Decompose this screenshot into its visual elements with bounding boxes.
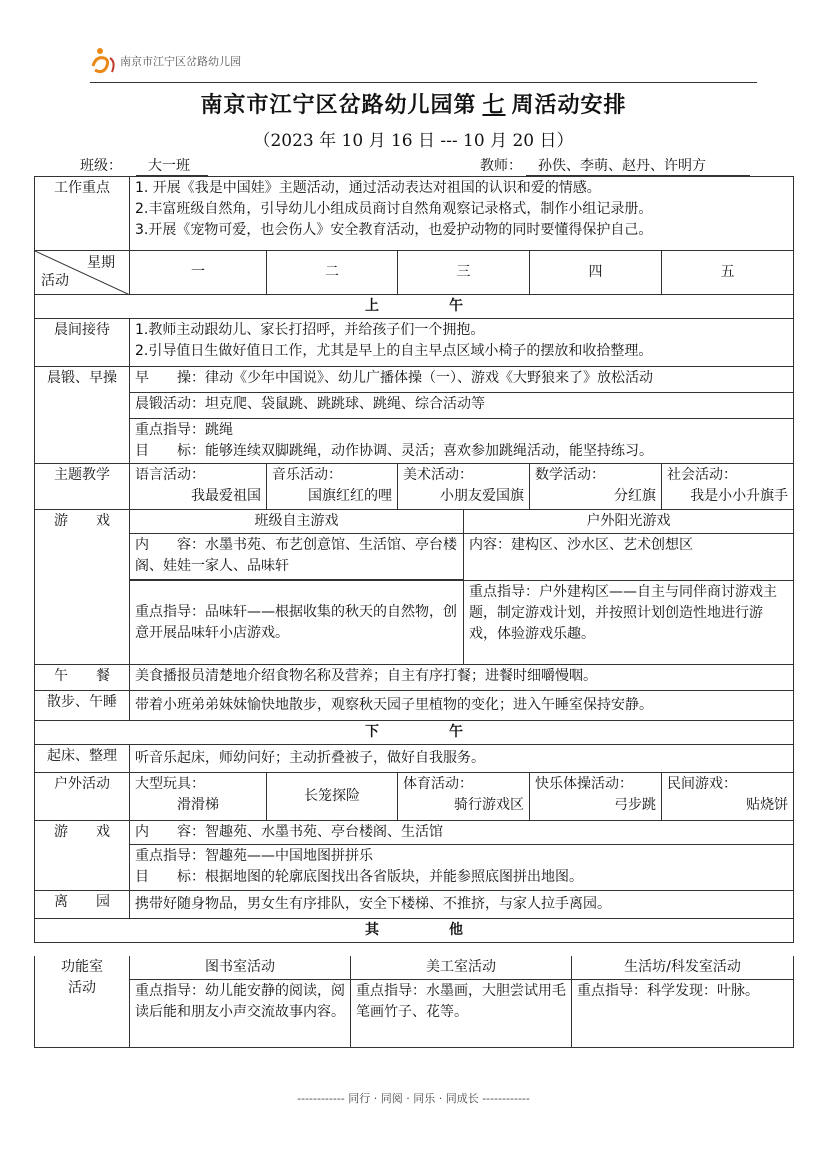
wakeup-label: 起床、整理 bbox=[35, 745, 130, 773]
title-prefix: 南京市江宁区岔路幼儿园第 bbox=[200, 92, 477, 118]
other-section-header: 其 他 bbox=[35, 919, 794, 943]
day-thu: 四 bbox=[530, 251, 662, 295]
library-content: 重点指导：幼儿能安静的阅读，阅读后能和朋友小声交流故事内容。 bbox=[130, 980, 351, 1048]
title-suffix: 周活动安排 bbox=[511, 92, 627, 118]
theme-type: 美术活动： bbox=[403, 467, 473, 483]
outdoor-type: 民间游戏： bbox=[667, 776, 737, 792]
pm-section-header: 下 午 bbox=[35, 721, 794, 745]
theme-type: 数学活动： bbox=[535, 467, 605, 483]
theme-label: 主题教学 bbox=[35, 464, 130, 510]
theme-name: 分红旗 bbox=[614, 488, 656, 504]
greeting-label: 晨间接待 bbox=[35, 319, 130, 367]
focus-label: 工作重点 bbox=[35, 177, 130, 251]
pm-games-content: 内 容：智趣苑、水墨书苑、亭台楼阁、生活馆 bbox=[130, 821, 794, 845]
focus-content bbox=[130, 177, 794, 251]
theme-type: 社会活动： bbox=[667, 467, 737, 483]
focus-item: 1. 开展《我是中国娃》主题活动，通过活动表达对祖国的认识和爱的情感。 bbox=[135, 180, 601, 196]
weekday-label: 星期 bbox=[87, 255, 115, 271]
page-title bbox=[0, 88, 827, 119]
greeting-row bbox=[35, 319, 794, 367]
outdoor-game-content: 内容：建构区、沙水区、艺术创想区 bbox=[464, 534, 794, 581]
greeting-content bbox=[130, 319, 794, 367]
theme-name: 国旗红红的哩 bbox=[308, 488, 392, 504]
outdoor-game-title: 户外阳光游戏 bbox=[464, 510, 794, 534]
exercise-focus bbox=[130, 419, 794, 464]
theme-type: 音乐活动： bbox=[272, 467, 342, 483]
pm-games-focus bbox=[130, 845, 794, 891]
weekday-row bbox=[35, 251, 794, 295]
outdoor-name: 骑行游戏区 bbox=[454, 797, 524, 813]
activity-label: 活动 bbox=[41, 273, 69, 289]
outdoor-label: 户外活动 bbox=[35, 773, 130, 821]
greeting-item: 2.引导值日生做好值日工作，尤其是早上的自主早点区域小椅子的摆放和收拾整理。 bbox=[135, 343, 653, 359]
schedule-table bbox=[34, 176, 794, 943]
outdoor-cell-thu bbox=[530, 773, 662, 821]
title-week: 七 bbox=[482, 92, 506, 118]
greeting-item: 1.教师主动跟幼儿、家长打招呼，并给孩子们一个拥抱。 bbox=[135, 322, 485, 338]
theme-cell-wed bbox=[398, 464, 530, 510]
page-footer: ------------ 同行 · 同阅 · 同乐 · 同成长 ------------ bbox=[297, 1092, 530, 1105]
outdoor-type: 大型玩具： bbox=[135, 776, 205, 792]
outdoor-cell-tue bbox=[267, 773, 398, 821]
outdoor-name: 贴烧饼 bbox=[746, 797, 789, 813]
outdoor-type: 快乐体操活动： bbox=[535, 776, 633, 792]
teacher-label: 教师： bbox=[480, 158, 522, 174]
leave-content: 携带好随身物品，男女生有序排队，安全下楼梯、不推挤，与家人拉手离园。 bbox=[130, 891, 794, 919]
function-room-label-line2: 活动 bbox=[68, 980, 96, 996]
wakeup-content: 听音乐起床，师幼问好；主动折叠被子，做好自我服务。 bbox=[130, 745, 794, 773]
theme-cell-thu bbox=[530, 464, 662, 510]
class-game-title: 班级自主游戏 bbox=[130, 510, 464, 534]
day-wed: 三 bbox=[398, 251, 530, 295]
function-room-label-line1: 功能室 bbox=[61, 959, 103, 975]
exercise-label: 晨锻、早操 bbox=[35, 367, 130, 464]
outdoor-row bbox=[35, 773, 794, 821]
logo-text: 南京市江宁区岔路幼儿园 bbox=[120, 55, 241, 68]
focus-item: 3.开展《宠物可爱，也会伤人》安全教育活动，也爱护动物的同时要懂得保护自己。 bbox=[135, 222, 653, 238]
day-fri: 五 bbox=[662, 251, 794, 295]
am-games-label: 游 戏 bbox=[35, 510, 130, 665]
outdoor-name: 长笼探险 bbox=[304, 788, 360, 804]
teacher-value: 孙佚、李萌、赵丹、许明方 bbox=[526, 155, 750, 176]
school-logo bbox=[90, 46, 241, 76]
focus-item: 2.丰富班级自然角，引导幼儿小组成员商讨自然角观察记录格式，制作小组记录册。 bbox=[135, 201, 653, 217]
am-section-header: 上 午 bbox=[35, 295, 794, 319]
exercise-focus-text: 重点指导：跳绳 bbox=[135, 422, 233, 438]
class-value: 大一班 bbox=[136, 155, 208, 176]
outdoor-game-focus: 重点指导：户外建构区——自主与同伴商讨游戏主题，制定游戏计划，并按照计划创造性地进行游戏，体验游戏乐趣。 bbox=[464, 581, 794, 665]
class-label: 班级： bbox=[80, 158, 122, 174]
lunch-label: 午 餐 bbox=[35, 665, 130, 691]
outdoor-type: 体育活动： bbox=[403, 776, 473, 792]
art-room-content: 重点指导：水墨画，大胆尝试用毛笔画竹子、花等。 bbox=[351, 980, 572, 1048]
class-game-content: 内 容：水墨书苑、布艺创意馆、生活馆、亭台楼阁、娃娃一家人、品味轩 bbox=[130, 534, 464, 580]
leave-label: 离 园 bbox=[35, 891, 130, 919]
theme-cell-fri bbox=[662, 464, 794, 510]
nap-content: 带着小班弟弟妹妹愉快地散步，观察秋天园子里植物的变化；进入午睡室保持安静。 bbox=[130, 691, 794, 721]
class-game-focus: 重点指导：品味轩——根据收集的秋天的自然物，创意开展品味轩小店游戏。 bbox=[130, 581, 464, 665]
outdoor-cell-wed bbox=[398, 773, 530, 821]
pm-games-goal-text: 目 标：根据地图的轮廓底图找出各省版块，并能参照底图拼出地图。 bbox=[135, 869, 583, 885]
morning-activities: 晨锻活动：坦克爬、袋鼠跳、跳跳球、跳绳、综合活动等 bbox=[130, 393, 794, 419]
pm-games-label: 游 戏 bbox=[35, 821, 130, 891]
outdoor-cell-fri bbox=[662, 773, 794, 821]
weekday-corner bbox=[35, 251, 130, 295]
focus-row bbox=[35, 177, 794, 251]
theme-type: 语言活动： bbox=[135, 467, 205, 483]
theme-name: 我最爱祖国 bbox=[191, 488, 261, 504]
header-divider bbox=[90, 82, 757, 83]
life-room-title: 生活坊/科发室活动 bbox=[572, 956, 794, 980]
theme-name: 小朋友爱国旗 bbox=[440, 488, 524, 504]
pm-games-focus-text: 重点指导：智趣苑——中国地图拼拼乐 bbox=[135, 848, 373, 864]
day-tue: 二 bbox=[267, 251, 398, 295]
outdoor-name: 弓步跳 bbox=[614, 797, 656, 813]
nap-label: 散步、午睡 bbox=[35, 691, 130, 721]
theme-name: 我是小小升旗手 bbox=[690, 488, 789, 504]
function-room-table bbox=[34, 956, 794, 1048]
outdoor-cell-mon bbox=[130, 773, 267, 821]
theme-cell-mon bbox=[130, 464, 267, 510]
lunch-content: 美食播报员清楚地介绍食物名称及营养；自主有序打餐；进餐时细嚼慢咽。 bbox=[130, 665, 794, 691]
morning-exercise: 早 操：律动《少年中国说》、幼儿广播体操（一）、游戏《大野狼来了》放松活动 bbox=[130, 367, 794, 393]
date-range: （2023 年 10 月 16 日 --- 10 月 20 日） bbox=[253, 131, 574, 151]
outdoor-name: 滑滑梯 bbox=[177, 797, 219, 813]
exercise-goal-text: 目 标：能够连续双脚跳绳，动作协调、灵活；喜欢参加跳绳活动，能坚持练习。 bbox=[135, 443, 653, 459]
function-room-label bbox=[35, 956, 130, 1048]
theme-row bbox=[35, 464, 794, 510]
day-mon: 一 bbox=[130, 251, 267, 295]
life-room-content: 重点指导：科学发现：叶脉。 bbox=[572, 980, 794, 1048]
theme-cell-tue bbox=[267, 464, 398, 510]
art-room-title: 美工室活动 bbox=[351, 956, 572, 980]
logo-icon bbox=[90, 46, 118, 76]
library-title: 图书室活动 bbox=[130, 956, 351, 980]
